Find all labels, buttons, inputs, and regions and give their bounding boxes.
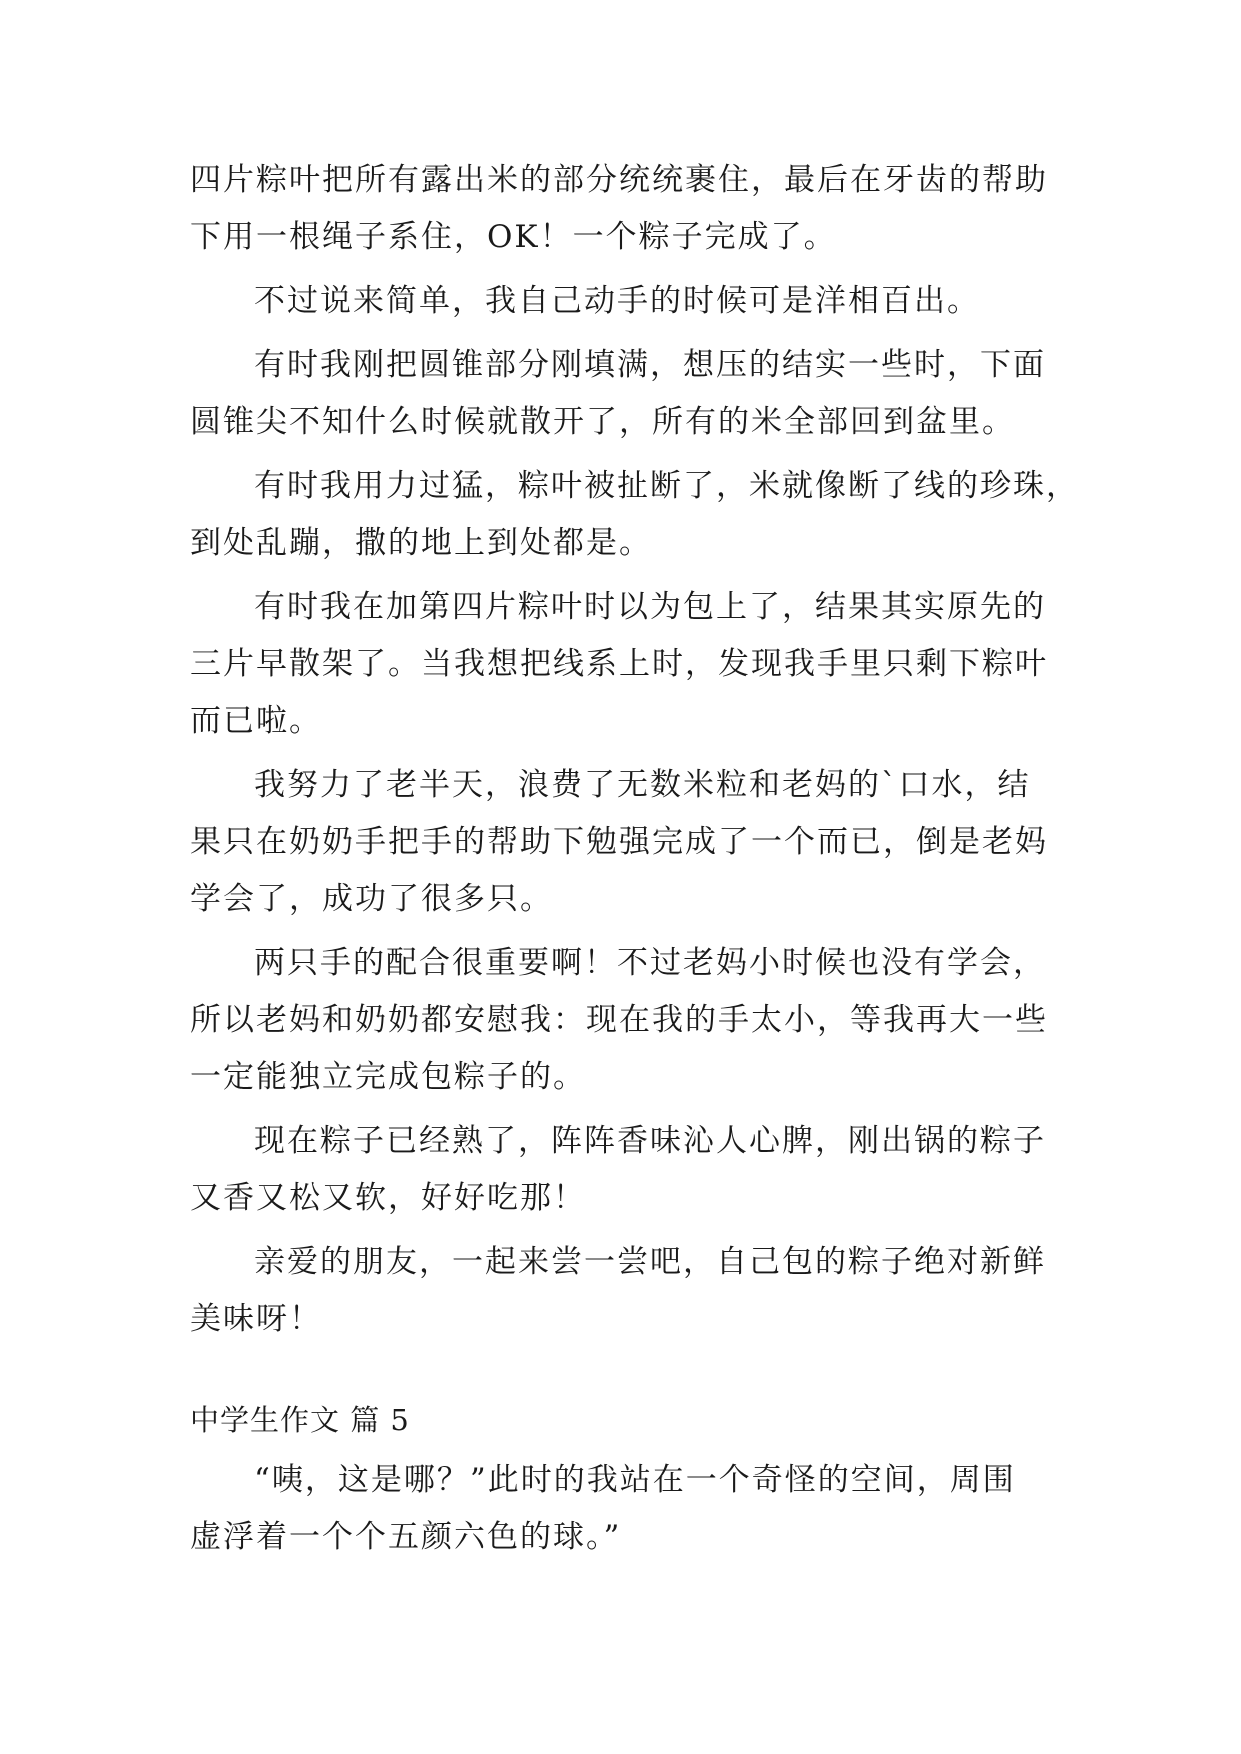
text-line: 一定能独立完成包粽子的。 [190, 1059, 586, 1095]
section-heading: 中学生作文 篇 5 [190, 1403, 410, 1437]
text-line: “咦，这是哪？”此时的我站在一个奇怪的空间，周围 [254, 1462, 1016, 1498]
text-line: 亲爱的朋友，一起来尝一尝吧，自己包的粽子绝对新鲜 [254, 1244, 1046, 1280]
text-line: 四片粽叶把所有露出米的部分统统裹住，最后在牙齿的帮助 [190, 162, 1048, 198]
text-line: 果只在奶奶手把手的帮助下勉强完成了一个而已，倒是老妈 [190, 824, 1048, 860]
text-line: 圆锥尖不知什么时候就散开了，所有的米全部回到盆里。 [190, 404, 1015, 440]
text-line: 学会了，成功了很多只。 [190, 881, 553, 917]
text-line: 而已啦。 [190, 703, 322, 739]
text-line: 又香又松又软，好好吃那！ [190, 1180, 586, 1216]
text-line: 有时我用力过猛，粽叶被扯断了，米就像断了线的珍珠， [254, 468, 1079, 504]
text-line: 有时我刚把圆锥部分刚填满，想压的结实一些时，下面 [254, 347, 1046, 383]
text-line: 虚浮着一个个五颜六色的球。” [190, 1519, 622, 1555]
text-line: 现在粽子已经熟了，阵阵香味沁人心脾，刚出锅的粽子 [254, 1123, 1046, 1159]
text-line: 到处乱蹦，撒的地上到处都是。 [190, 525, 652, 561]
text-line: 所以老妈和奶奶都安慰我：现在我的手太小，等我再大一些 [190, 1002, 1048, 1038]
text-line: 下用一根绳子系住，OK！一个粽子完成了。 [190, 219, 837, 255]
text-line: 我努力了老半天，浪费了无数米粒和老妈的`口水，结 [254, 767, 1031, 803]
text-line: 两只手的配合很重要啊！不过老妈小时候也没有学会， [254, 945, 1046, 981]
text-line: 有时我在加第四片粽叶时以为包上了，结果其实原先的 [254, 589, 1046, 625]
text-line: 不过说来简单，我自己动手的时候可是洋相百出。 [254, 283, 980, 319]
text-line: 三片早散架了。当我想把线系上时，发现我手里只剩下粽叶 [190, 646, 1048, 682]
text-line: 美味呀！ [190, 1301, 322, 1337]
